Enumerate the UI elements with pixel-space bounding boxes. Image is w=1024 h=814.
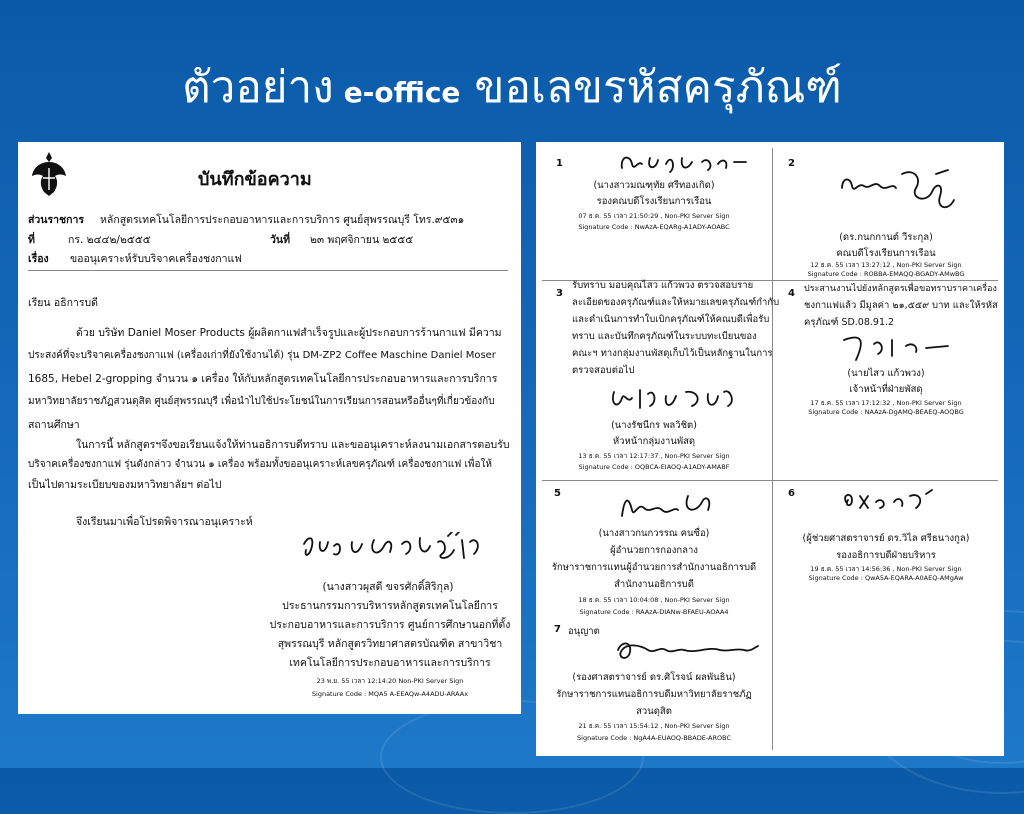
approval-signature	[616, 488, 726, 522]
memo-heading: บันทึกข้อความ	[198, 169, 312, 190]
approval-stamp: 19 ธ.ค. 55 เวลา 14:56:36 , Non-PKI Server Sign	[810, 565, 962, 573]
approval-signature	[612, 636, 762, 666]
memo-date-value: ๒๓ พฤศจิกายน ๒๕๕๕	[310, 234, 414, 246]
approval-stamp: 07 ธ.ค. 55 เวลา 21:50:29 , Non-PKI Server Sign	[578, 212, 730, 220]
memo-body-line: บริจาคเครื่องชงกาแฟ รุ่นดังกล่าว จำนวน ๑ เครื่อง พร้อมทั้งขออนุเคราะห์เลขครุภัณฑ์ เครื่องชงกาแฟ เพื่อให้	[28, 459, 492, 470]
approval-code: Signature Code : NAAzA-DgAMQ-BEAEQ-AOQBG	[808, 408, 964, 416]
approval-position: สำนักงานอธิการบดี	[614, 579, 694, 590]
approval-signature	[616, 148, 756, 178]
approval-number: 6	[788, 488, 795, 499]
memo-sign-stamp: 23 พ.ย. 55 เวลา 12:14:20 Non-PKI Server Sign	[316, 677, 464, 685]
approval-note-line: รับทราบ มอบคุณไสว แก้วพวง ตรวจสอบราย	[572, 280, 754, 291]
memo-signer-position: เทคโนโลยีการประกอบอาหารและการบริการ	[289, 657, 491, 669]
approval-stamp: 21 ธ.ค. 55 เวลา 15:54:12 , Non-PKI Server Sign	[578, 722, 730, 730]
memo-body-line: ในการนี้ หลักสูตรฯจึงขอเรียนแจ้งให้ท่านอธิการบดีทราบ และขออนุเคราะห์ลงนามเอกสารตอบรับ	[76, 439, 510, 451]
slide-title-part3: ขอเลขรหัสครุภัณฑ์	[474, 62, 842, 113]
approval-code: Signature Code : RAAzA-DIANw-BFAEU-AOAA4	[579, 608, 729, 616]
slide-title-part1: ตัวอย่าง	[182, 62, 334, 113]
slide-title	[0, 52, 1024, 122]
approval-stamp: 17 ธ.ค. 55 เวลา 17:12:32 , Non-PKI Server Sign	[810, 399, 962, 407]
approval-signature	[836, 486, 946, 516]
memo-closing: จึงเรียนมาเพื่อโปรดพิจารณาอนุเคราะห์	[76, 516, 253, 528]
approval-number: 2	[788, 158, 795, 169]
memo-subject-label: เรื่อง	[28, 253, 49, 265]
garuda-emblem-icon	[30, 148, 68, 198]
approval-signature	[836, 164, 976, 224]
memo-body-line: 1685, Hebel 2-gropping จำนวน ๑ เครื่อง ให้กับหลักสูตรเทคโนโลยีการประกอบอาหารและการบริการ	[28, 373, 498, 385]
approval-position: หัวหน้ากลุ่มงานพัสดุ	[612, 436, 696, 447]
approval-signature	[606, 384, 746, 416]
memo-ref-label: ที่	[28, 234, 35, 246]
memo-date-label: วันที่	[270, 234, 290, 246]
memo-ref-value: กร. ๒๔๔๒/๒๕๕๕	[68, 234, 151, 246]
approval-number: 3	[556, 288, 563, 299]
memo-subject-value: ขออนุเคราะห์รับบริจาคเครื่องชงกาแฟ	[70, 253, 242, 265]
memo-body-line: ประสงค์ที่จะบริจาคเครื่องชงกาแฟ (เครื่องเก่าที่ยังใช้งานได้) รุ่น DM-ZP2 Coffee Maschine Daniel Moser	[28, 350, 496, 361]
approval-note-line: ครุภัณฑ์ SD.08.91.2	[804, 317, 895, 328]
memo-body-line: ด้วย บริษัท Daniel Moser Products ผู้ผลิตกาแฟสำเร็จรูปและผู้ประกอบการร้านกาแฟ มีความ	[76, 327, 502, 339]
approval-number: 5	[554, 488, 561, 499]
approval-stamp: 18 ธ.ค. 55 เวลา 10:04:08 , Non-PKI Server Sign	[578, 596, 730, 604]
approval-code: Signature Code : OQBCA-EIAOQ-A1ADY-AMABF	[578, 463, 730, 471]
approval-number: 7	[554, 624, 561, 635]
memo-body-line: เป็นไปตามระเบียบของมหาวิทยาลัยฯ ต่อไป	[28, 479, 222, 491]
slide-title-part2: e-office	[343, 76, 461, 109]
approvals-divider	[542, 480, 998, 481]
approval-position: รักษาราชการแทนอธิการบดีมหาวิทยาลัยราชภัฏ	[556, 689, 752, 700]
approval-number: 4	[788, 288, 795, 299]
approval-note-line: ชงกาแฟแล้ว มีมูลค่า ๒๑,๕๕๙ บาท และให้รหัส	[804, 300, 998, 311]
approval-stamp: 13 ธ.ค. 55 เวลา 12:17:37 , Non-PKI Server Sign	[578, 452, 730, 460]
approval-note-line: ตรวจสอบต่อไป	[572, 365, 635, 376]
memo-signer-position: สุพรรณบุรี หลักสูตรวิทยาศาสตรบัณฑิต สาขาวิชา	[277, 638, 503, 650]
approval-stamp: 12 ธ.ค. 55 เวลา 13:27:12 , Non-PKI Server Sign	[810, 261, 962, 269]
approval-position: สวนดุสิต	[636, 706, 672, 717]
memo-body-line: มหาวิทยาลัยราชภัฏสวนดุสิต ศูนย์สุพรรณบุรี เพื่อนำไปใช้ประโยชน์ในการเรียนการสอนหรืออื่นๆที่เกี่ยวข้องกับ	[28, 396, 495, 407]
memo-body-line: สถานศึกษา	[28, 419, 80, 431]
approval-code: Signature Code : NwAzA-EQARg-A1ADY-AOABC	[578, 223, 730, 231]
memo-signature	[298, 532, 488, 572]
memo-document	[18, 142, 521, 714]
approval-name: (นางรัชนีกร พลวิชิต)	[611, 420, 697, 431]
approval-name: (ดร.กนกกานต์ วีระกุล)	[839, 232, 933, 243]
approval-position: รองอธิการบดีฝ่ายบริหาร	[836, 550, 936, 561]
memo-signer-name: (นางสาวผุสดี ขจรศักดิ์สิริกุล)	[322, 581, 454, 593]
approval-note-line: ทราบ และบันทึกครุภัณฑ์ในระบบทะเบียนของ	[572, 331, 757, 342]
approval-name: (นางสาวมณฑุทัย ศรีทองเกิด)	[593, 180, 715, 191]
memo-sign-code: Signature Code : MQA5 A-EEAQw-A4ADU-ARAAx	[311, 690, 469, 698]
approval-position: คณบดีโรงเรียนการเรือน	[836, 248, 936, 259]
approval-number: 1	[556, 158, 563, 169]
memo-signer-position: ประธานกรรมการบริหารหลักสูตรเทคโนโลยีการ	[282, 600, 498, 612]
memo-dept-value: หลักสูตรเทคโนโลยีการประกอบอาหารและการบริการ ศูนย์สุพรรณบุรี โทร.๙๕๓๑	[100, 214, 465, 226]
approval-note-line: ประสานงานไปยังหลักสูตรเพื่อขอทราบราคาเครื่อง	[804, 284, 997, 294]
approvals-divider	[772, 148, 773, 750]
approval-code: Signature Code : ROBBA-EMAQQ-BGADY-AMwBG	[807, 270, 965, 278]
approval-name: (รองศาสตราจารย์ ดร.ศิโรจน์ ผลพันธิน)	[572, 672, 736, 683]
approval-signature	[836, 330, 956, 364]
approval-note-line: ละเอียดของครุภัณฑ์และให้หมายเลขครุภัณฑ์กำกับ	[572, 297, 780, 308]
approval-note-line: และดำเนินการทำใบเบิกครุภัณฑ์ให้คณบดีเพื่อรับ	[572, 314, 770, 325]
approvals-document	[536, 142, 1004, 756]
memo-divider	[28, 270, 508, 271]
approval-name: (นางสาวกนกวรรณ คนซื่อ)	[598, 528, 710, 539]
approval-position: รักษาราชการแทนผู้อำนวยการสำนักงานอธิการบดี	[551, 562, 757, 573]
approval-position: รองคณบดีโรงเรียนการเรือน	[596, 196, 712, 207]
approval-note-line: อนุญาต	[568, 626, 600, 637]
approval-name: (นายไสว แก้วพวง)	[847, 368, 925, 379]
memo-dept-label: ส่วนราชการ	[28, 214, 85, 226]
approval-code: Signature Code : NgA4A-EUAOQ-BBADE-AROBC	[577, 734, 731, 742]
approval-name: (ผู้ช่วยศาสตราจารย์ ดร.วิไล ศรีธนางกูล)	[802, 533, 970, 544]
memo-salutation: เรียน อธิการบดี	[28, 297, 98, 309]
approval-position: ผู้อำนวยการกองกลาง	[610, 545, 698, 556]
approval-code: Signature Code : QwA5A-EQARA-A0AEQ-AMgAw	[808, 574, 964, 582]
approval-position: เจ้าหน้าที่ฝ่ายพัสดุ	[849, 384, 923, 395]
approval-note-line: คณะฯ ทางกลุ่มงานพัสดุเก็บไว้เป็นหลักฐานในการ	[572, 348, 773, 359]
memo-signer-position: ประกอบอาหารและการบริการ ศูนย์การศึกษานอกที่ตั้ง	[269, 619, 511, 631]
